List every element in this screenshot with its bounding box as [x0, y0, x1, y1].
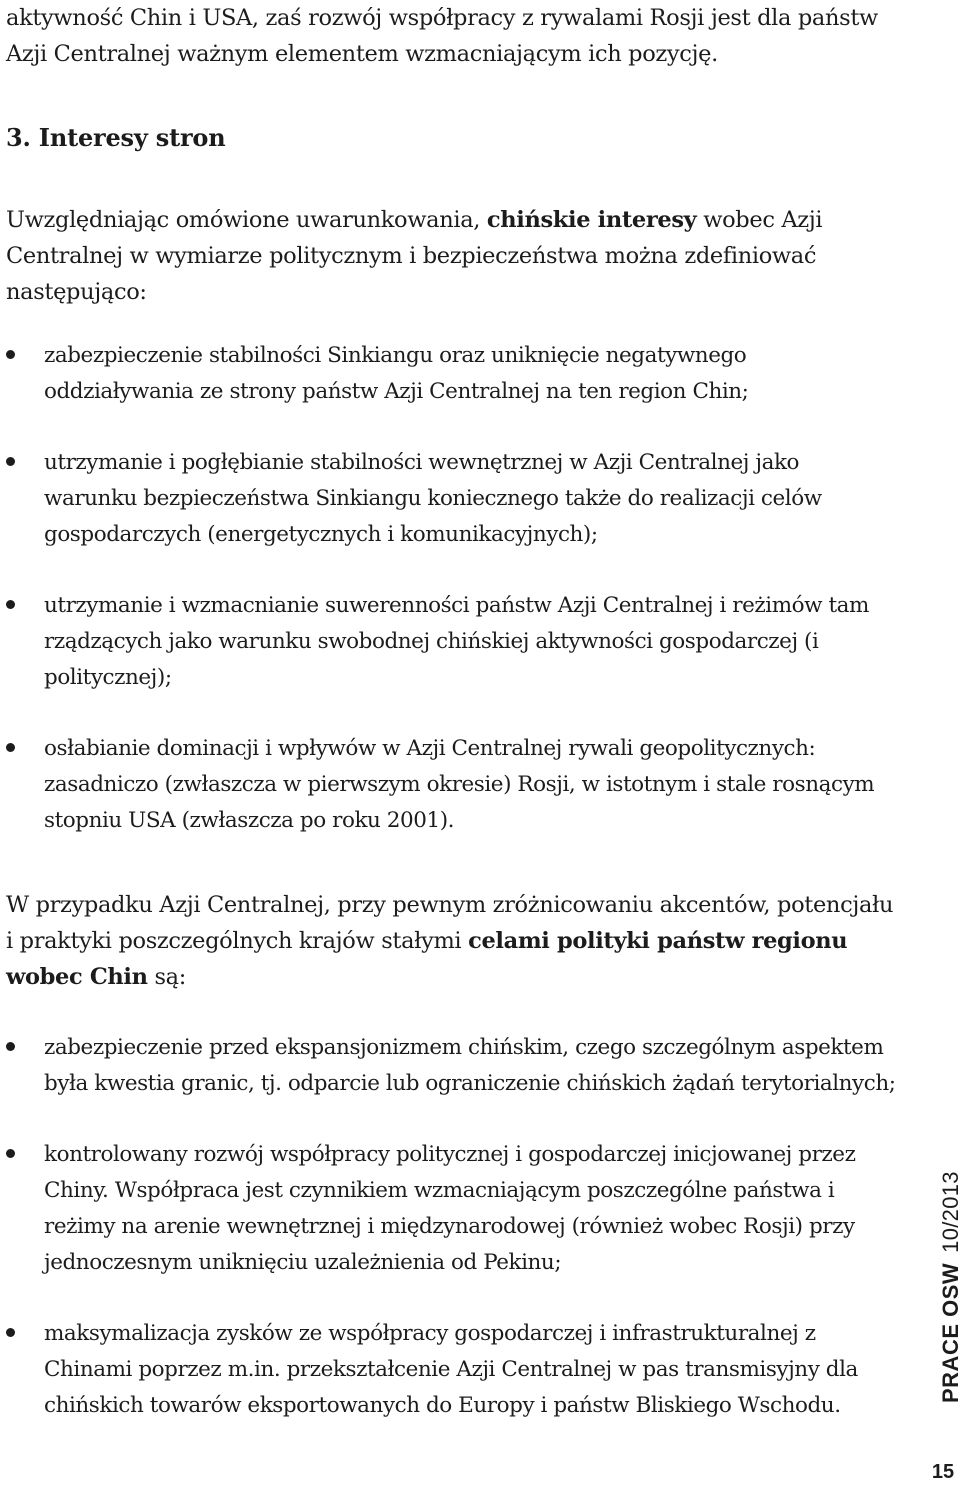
chinese-interests-list	[6, 338, 898, 839]
list-item	[6, 731, 898, 839]
list-item	[6, 588, 898, 696]
paragraph-text: wobec Azji Centralnej w wymiarze politycznym i bezpieczeństwa można zdefiniować następująco:	[6, 207, 823, 305]
list-item-text: kontrolowany rozwój współpracy politycznej i gospodarczej inicjowanej przez Chiny. Współpraca jest czynnikiem wzmacniającym poszczególne państwa i reżimy na arenie wewnętrznej i międzynarodowej (również wobec Rosji) przy jednoczesnym uniknięciu uzależnienia od Pekinu;	[44, 1142, 856, 1275]
list-item	[6, 1137, 898, 1281]
paragraph-text: są:	[147, 964, 186, 990]
paragraph-text: Uwzględniając omówione uwarunkowania,	[6, 207, 487, 233]
publication-label	[938, 1171, 964, 1403]
list-item-text: osłabianie dominacji i wpływów w Azji Centralnej rywali geopolitycznych: zasadniczo (zwłaszcza w pierwszym okresie) Rosji, w istotnym i stale rosnącym stopniu USA (zwłaszcza po roku 2001).	[44, 736, 875, 833]
text-column	[6, 0, 898, 1424]
section-heading: 3. Interesy stron	[6, 123, 226, 152]
bullet-icon	[6, 457, 15, 466]
list-item	[6, 1030, 898, 1102]
list-item-text: utrzymanie i wzmacnianie suwerenności państw Azji Centralnej i reżimów tam rządzących jako warunku swobodnej chińskiej aktywności gospodarczej (i politycznej);	[44, 593, 869, 690]
list-item	[6, 338, 898, 410]
publication-brand: PRACE OSW	[938, 1262, 963, 1403]
publication-sidebar	[918, 1171, 963, 1416]
list-item-text: utrzymanie i pogłębianie stabilności wewnętrznej w Azji Centralnej jako warunku bezpieczeństwa Sinkiangu koniecznego także do realizacji celów gospodarczych (energetycznych i komunikacyjnych);	[44, 450, 822, 547]
bullet-icon	[6, 1042, 15, 1051]
bullet-icon	[6, 1328, 15, 1337]
bullet-icon	[6, 743, 15, 752]
regional-goals-paragraph	[6, 887, 898, 995]
list-item-text: zabezpieczenie stabilności Sinkiangu oraz uniknięcie negatywnego oddziaływania ze strony państw Azji Centralnej na ten region Chin;	[44, 343, 749, 404]
list-item-text: zabezpieczenie przed ekspansjonizmem chińskim, czego szczególnym aspektem była kwestia granic, tj. odparcie lub ograniczenie chińskich żądań terytorialnych;	[44, 1035, 896, 1096]
intro-paragraph: aktywność Chin i USA, zaś rozwój współpracy z rywalami Rosji jest dla państw Azji Centralnej ważnym elementem wzmacniającym ich pozycję.	[6, 5, 878, 67]
paragraph-text: W przypadku Azji Centralnej, przy pewnym zróżnicowaniu akcentów, potencjału i praktyki poszczególnych krajów stałymi	[6, 892, 894, 954]
page-number: 15	[931, 1461, 955, 1483]
bullet-icon	[6, 350, 15, 359]
chinese-interests-paragraph	[6, 202, 898, 310]
paragraph-bold-text: chińskie interesy	[486, 207, 697, 233]
bullet-icon	[6, 600, 15, 609]
list-item-text: maksymalizacja zysków ze współpracy gospodarczej i infrastrukturalnej z Chinami poprzez m.in. przekształcenie Azji Centralnej w pas transmisyjny dla chińskich towarów eksportowanych do Europy i państw Bliskiego Wschodu.	[44, 1321, 858, 1418]
paragraph-bold-text: celami polityki państw regionu wobec Chin	[6, 928, 848, 990]
publication-issue: 10/2013	[938, 1171, 963, 1253]
list-item	[6, 445, 898, 553]
list-item	[6, 1316, 898, 1424]
regional-goals-list	[6, 1030, 898, 1424]
bullet-icon	[6, 1149, 15, 1158]
